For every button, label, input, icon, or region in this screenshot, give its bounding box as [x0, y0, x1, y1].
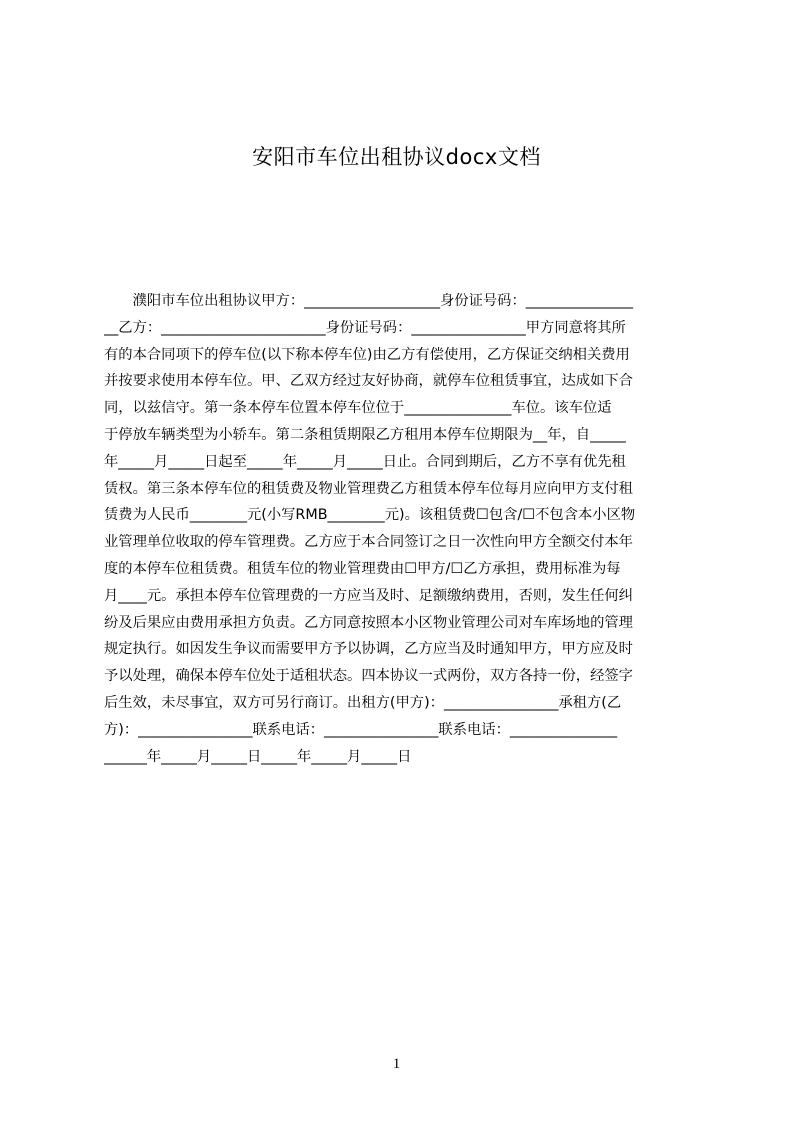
body-line: 于停放车辆类型为小轿车。第二条租赁期限乙方租用本停车位期限为__年，自_____ [104, 426, 626, 443]
body-line: 并按要求使用本停车位。甲、乙双方经过友好协商，就停车位租赁事宜，达成如下合 [104, 373, 633, 390]
body-line: 月____元。承担本停车位管理费的一方应当及时、足额缴纳费用，否则，发生任何纠 [104, 587, 633, 604]
body-line: __乙方：_______________________身份证号码：________________甲方同意将其所 [104, 319, 626, 336]
body-line: 有的本合同项下的停车位(以下称本停车位)由乙方有偿使用，乙方保证交纳相关费用 [104, 346, 630, 363]
body-line: ______年_____月_____日_____年_____月_____日 [104, 748, 412, 765]
body-line: 方)：________________联系电话：________________联系电话：_______________ [104, 721, 618, 738]
body-line: 度的本停车位租赁费。租赁车位的物业管理费由☐甲方/☐乙方承担，费用标准为每 [104, 560, 621, 577]
body-line: 年_____月_____日起至_____年_____月_____日止。合同到期后，乙方不享有优先租 [104, 453, 626, 470]
body-line: 规定执行。如因发生争议而需要甲方予以协调，乙方应当及时通知甲方，甲方应及时 [104, 641, 633, 658]
document-title: 安阳市车位出租协议docx文档 [252, 145, 541, 169]
body-line: 赁费为人民币________元(小写RMB________元)。该租赁费☐包含/☐不包含本小区物 [104, 507, 636, 524]
body-line: 予以处理，确保本停车位处于适租状态。四本协议一式两份，双方各持一份，经签字 [104, 668, 633, 685]
body-line: 纷及后果应由费用承担方负责。乙方同意按照本小区物业管理公司对车库场地的管理 [104, 614, 633, 631]
page-number: 1 [392, 1056, 401, 1072]
document-body [104, 288, 700, 770]
body-line: 业管理单位收取的停车管理费。乙方应于本合同签订之日一次性向甲方全额交付本年 [104, 534, 633, 551]
body-line: 濮阳市车位出租协议甲方：___________________身份证号码：_______________ [104, 293, 633, 309]
body-line: 同，以兹信守。第一条本停车位置本停车位位于_______________车位。该车位适 [104, 400, 612, 417]
body-line: 后生效，未尽事宜，双方可另行商订。出租方(甲方)：________________承租方(乙 [104, 694, 622, 711]
body-line: 赁权。第三条本停车位的租赁费及物业管理费乙方租赁本停车位每月应向甲方支付租 [104, 480, 633, 497]
